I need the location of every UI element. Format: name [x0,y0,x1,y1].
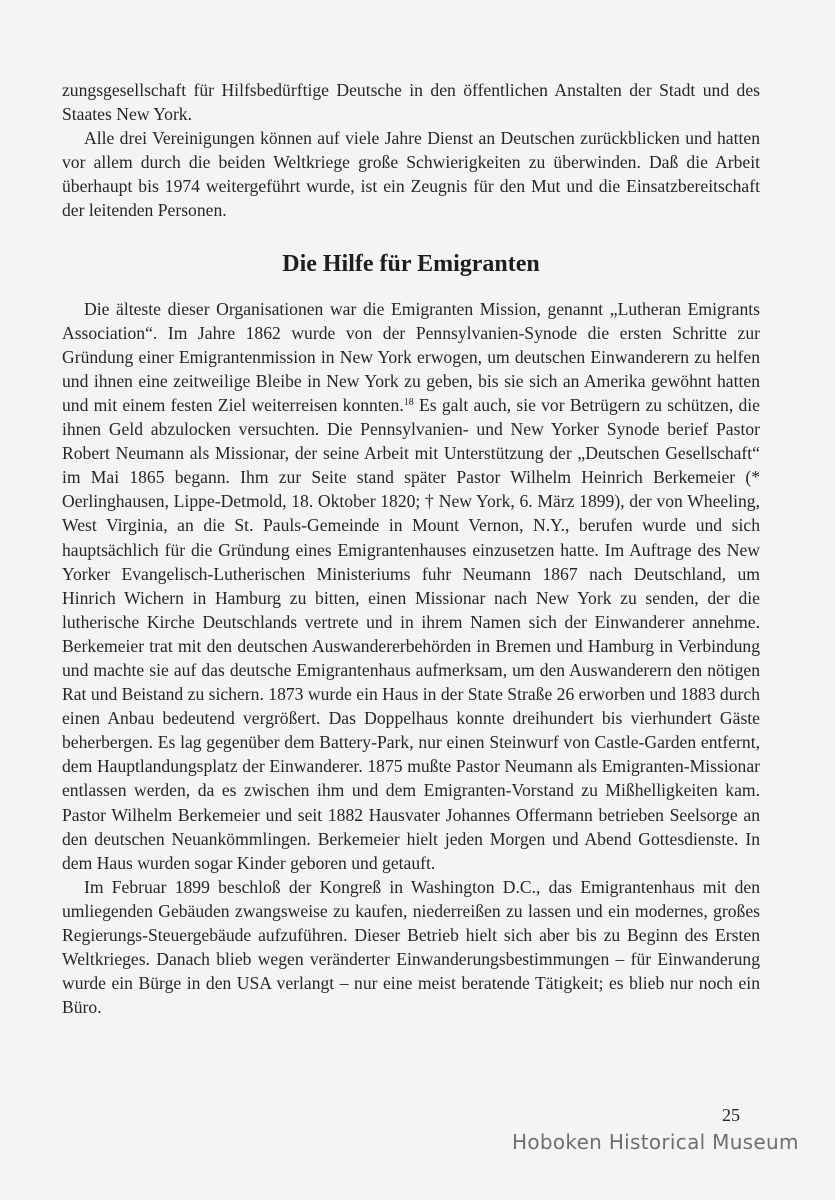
body-text: Es galt auch, sie vor Betrügern zu schützen, die ihnen Geld abzulocken versuchten. Die Pennsylvanien- und New Yorker Synode berief Pastor Robert Neumann als Missionar, der seine Arbeit mit Unterstützung der „Deutschen Gesellschaft“ im Mai 1865 begann. Ihm zur Seite stand später Pastor Wilhelm Heinrich Berkemeier (* Oerlinghausen, Lippe-Detmold, 18. Oktober 1820; † New York, 6. März 1899), der von Wheeling, West Virginia, an die St. Pauls-Gemeinde in Mount Vernon, N.Y., berufen wurde und sich hauptsächlich für die Gründung eines Emigrantenhauses einzusetzen hatte. Im Auftrage des New Yorker Evangelisch-Lutherischen Ministeriums fuhr Neumann 1867 nach Deutschland, um Hinrich Wichern in Hamburg zu bitten, einen Missionar nach New York zu senden, der die lutherische Kirche Deutschlands vertrete und in ihrem Namen sich der Einwanderer annehme. Berkemeier trat mit den deutschen Auswandererbehörden in Bremen und Hamburg in Verbindung und machte sie auf das deutsche Emigrantenhaus aufmerksam, um den Auswanderern den nötigen Rat und Beistand zu sichern. 1873 wurde ein Haus in der State Straße 26 erworben und 1883 durch einen Anbau bedeutend vergrößert. Das Doppelhaus konnte dreihundert bis vierhundert Gäste beherbergen. Es lag gegenüber dem Battery-Park, nur einen Steinwurf von Castle-Garden entfernt, dem Hauptlandungsplatz der Einwanderer. 1875 mußte Pastor Neumann als Emigranten-Missionar entlassen werden, da es zwischen ihm und dem Emigranten-Vorstand zu Mißhelligkeiten kam. Pastor Wilhelm Berkemeier und seit 1882 Hausvater Johannes Offermann betrieben Seelsorge an den deutschen Neuankömmlingen. Berkemeier hielt jeden Morgen und Abend Gottesdienste. In dem Haus wurden sogar Kinder geboren und getauft. [62,394,760,873]
intro-paragraph: Alle drei Vereinigungen können auf viele Jahre Dienst an Deutschen zurückblicken und hatten vor allem durch die beiden Weltkriege große Schwierigkeiten zu überwinden. Daß die Arbeit überhaupt bis 1974 weitergeführt wurde, ist ein Zeugnis für den Mut und die Einsatzbereitschaft der leitenden Personen. [62,128,760,221]
footnote-reference: 18 [403,396,414,408]
museum-watermark: Hoboken Historical Museum [512,1130,799,1154]
body-paragraph: Im Februar 1899 beschloß der Kongreß in Washington D.C., das Emigrantenhaus mit den umliegenden Gebäuden zwangsweise zu kaufen, niederreißen zu lassen und ein modernes, großes Regierungs-Steuergebäude aufzuführen. Dieser Betrieb hielt sich aber bis zu Beginn des Ersten Weltkrieges. Danach blieb wegen veränderter Einwanderungsbestimmungen – für Einwanderung wurde ein Bürge in den USA verlangt – nur eine meist beratende Tätigkeit; es blieb nur noch ein Büro. [62,876,760,1018]
section-heading: Die Hilfe für Emigranten [282,250,540,277]
document-body [62,78,760,1019]
body-text: Die älteste dieser Organisationen war die Emigranten Mission, genannt „Lutheran Emigrants Association“. Im Jahre 1862 wurde von der Pennsylvanien-Synode die ersten Schritte zur Gründung einer Emigrantenmission in New York erwogen, um deutschen Einwanderern zu helfen und ihnen eine zeitweilige Bleibe in New York zu geben, bis sie sich an Amerika gewöhnt hatten und mit einem festen Ziel weiterreisen konnten. [62,298,760,415]
intro-paragraph: zungsgesellschaft für Hilfsbedürftige Deutsche in den öffentlichen Anstalten der Stadt und des Staates New York. [62,80,760,125]
body-paragraph [62,297,760,875]
page-number: 25 [722,1105,740,1125]
